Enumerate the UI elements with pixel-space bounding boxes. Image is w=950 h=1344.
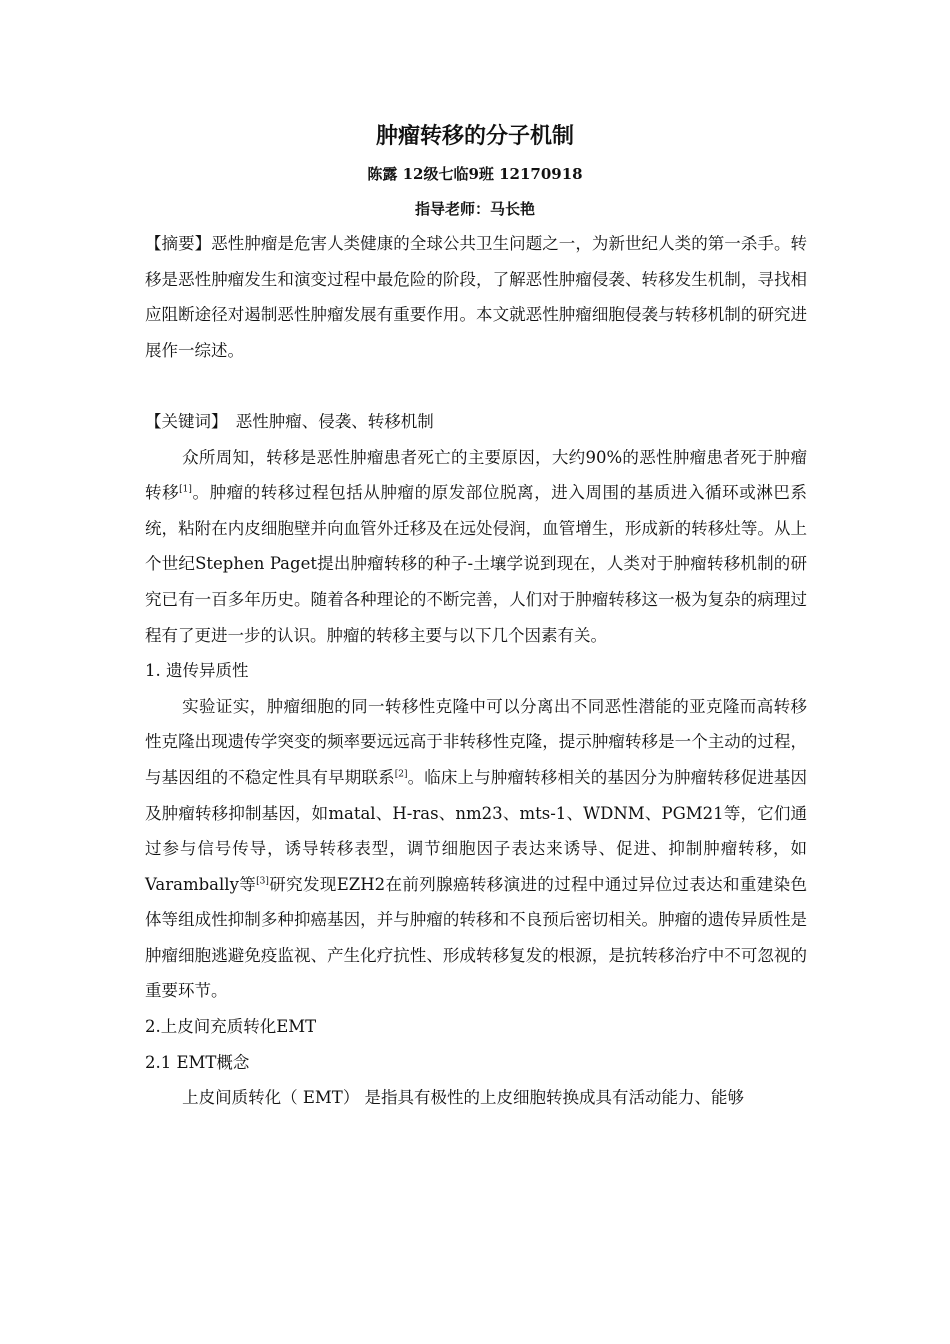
- section-1-text-part1: 实验证实，肿瘤细胞的同一转移性克隆中可以分离出不同恶性潜能的亚克隆而高转移性克隆出现遗传学突变的频率要远远高于非转移性克隆，提示肿瘤转移是一个主动的过程，与基因组的不稳定性具有早期联系: [145, 696, 807, 787]
- author-line: 陈露 12级七临9班 12170918: [367, 165, 583, 183]
- paragraph-spacer: [145, 368, 807, 404]
- intro-text-part1: 众所周知，转移是恶性肿瘤患者死亡的主要原因，大约90%的恶性肿瘤患者死于肿瘤转移: [145, 447, 807, 503]
- citation-ref-2: [2]: [394, 769, 408, 780]
- section-2-1-paragraph: 上皮间质转化（ EMT） 是指具有极性的上皮细胞转换成具有活动能力、能够: [182, 1088, 745, 1108]
- section-1-paragraph: [145, 689, 807, 1009]
- keywords-label: 【关键词】: [145, 411, 228, 431]
- citation-ref-3: [3]: [256, 876, 269, 887]
- intro-text-part2: 。肿瘤的转移过程包括从肿瘤的原发部位脱离，进入周围的基质进入循环或淋巴系统，粘附在内皮细胞壁并向血管外迁移及在远处侵润，血管增生，形成新的转移灶等。从上个世纪Stephen Paget提出肿瘤转移的种子-土壤学说到现在，人类对于肿瘤转移机制的研究已有一百多年历史。随着各种理论的不断完善，人们对于肿瘤转移这一极为复杂的病理过程有了更进一步的认识。肿瘤的转移主要与以下几个因素有关。: [145, 483, 808, 645]
- document-title: 肿瘤转移的分子机制: [375, 123, 574, 149]
- section-1-text-part3: 研究发现EZH2在前列腺癌转移演进的过程中通过异位过表达和重建染色体等组成性抑制多种抑癌基因，并与肿瘤的转移和不良预后密切相关。肿瘤的遗传异质性是肿瘤细胞逃避免疫监视、产生化疗抗性、形成转移复发的根源，是抗转移治疗中不可忽视的重要环节。: [145, 874, 807, 1001]
- advisor-line: 指导老师：马长艳: [414, 200, 535, 218]
- section-1-text-part2: 。临床上与肿瘤转移相关的基因分为肿瘤转移促进基因及肿瘤转移抑制基因，如matal、H-ras、nm23、mts-1、WDNM、PGM21等，它们通过参与信号传导，诱导转移表型，调节细胞因子表达来诱导、促进、抑制肿瘤转移，如Varambally等: [145, 767, 808, 894]
- citation-ref-1: [1]: [179, 484, 192, 495]
- keywords-paragraph: [145, 404, 807, 440]
- keywords-text: 恶性肿瘤、侵袭、转移机制: [235, 411, 434, 431]
- abstract-paragraph: [145, 226, 807, 368]
- intro-paragraph: [145, 440, 807, 654]
- abstract-label: 【摘要】: [145, 234, 212, 253]
- section-2-1-heading: 2.1 EMT概念: [145, 1052, 250, 1072]
- section-1-heading: 1. 遗传异质性: [145, 661, 249, 681]
- abstract-text: 恶性肿瘤是危害人类健康的全球公共卫生问题之一，为新世纪人类的第一杀手。转移是恶性肿瘤发生和演变过程中最危险的阶段，了解恶性肿瘤侵袭、转移发生机制，寻找相应阻断途径对遏制恶性肿瘤发展有重要作用。本文就恶性肿瘤细胞侵袭与转移机制的研究进展作一综述。: [145, 234, 808, 360]
- document-body: [145, 226, 807, 1116]
- section-2-heading: 2.上皮间充质转化EMT: [145, 1017, 317, 1037]
